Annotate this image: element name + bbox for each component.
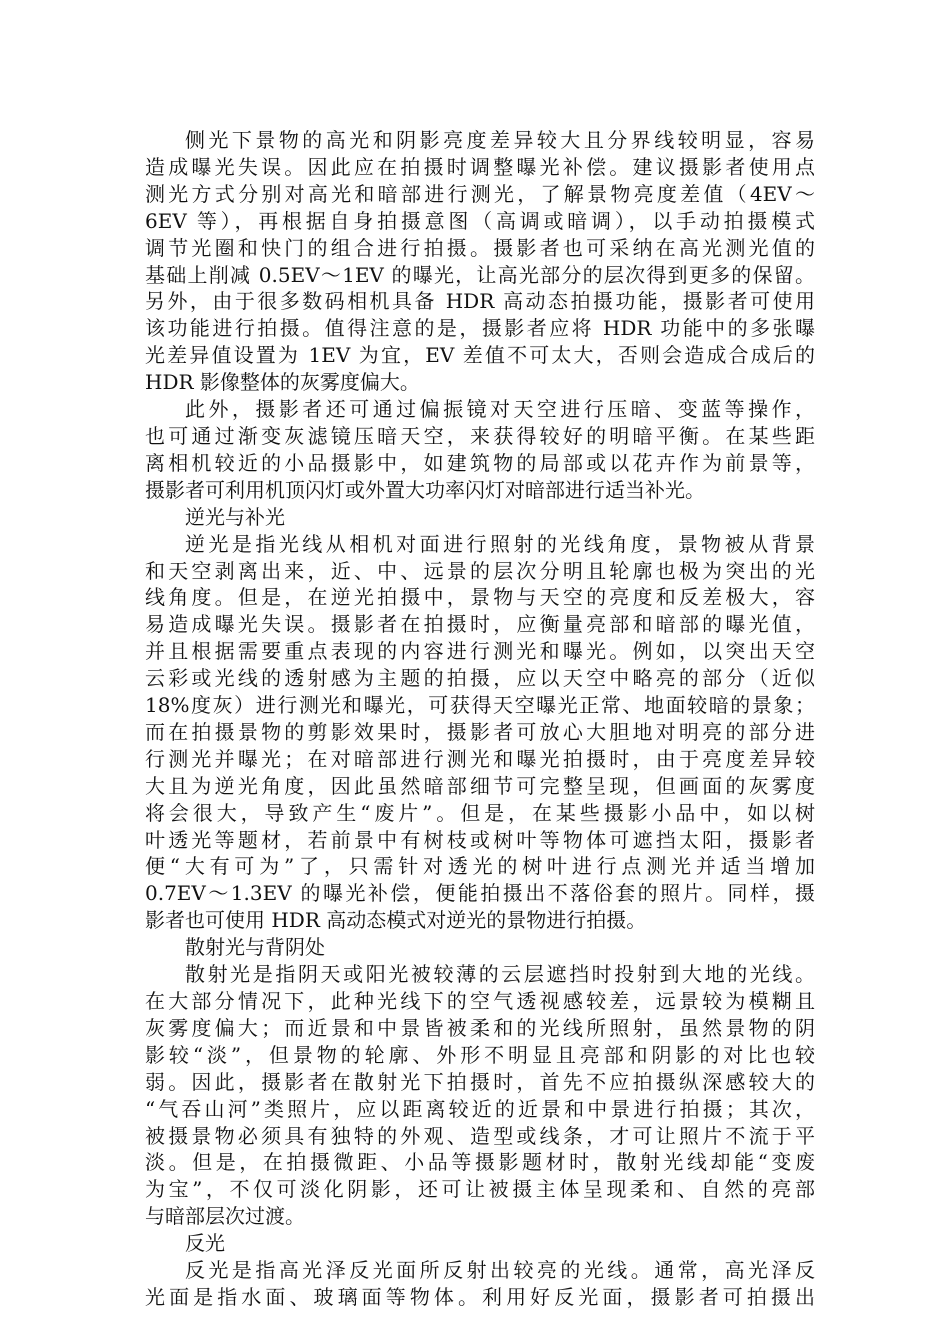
text-line: 影较“淡”，但景物的轮廓、外形不明显且亮部和阴影的对比也较 (145, 1042, 815, 1067)
text-line: 线角度。但是，在逆光拍摄中，景物与天空的亮度和反差极大，容 (145, 585, 815, 610)
text-line: HDR 影像整体的灰雾度偏大。 (145, 370, 420, 395)
text-line: 便“大有可为”了，只需针对透光的树叶进行点测光并适当增加 (145, 854, 815, 879)
text-line: 也可通过渐变灰滤镜压暗天空，来获得较好的明暗平衡。在某些距 (145, 423, 815, 448)
text-line: 行测光并曝光；在对暗部进行测光和曝光拍摄时，由于亮度差异较 (145, 746, 815, 771)
paragraph-diffuse-light (145, 961, 815, 1230)
paragraph-reflection (145, 1257, 815, 1311)
text-line: 光差异值设置为 1EV 为宜，EV 差值不可太大，否则会造成合成后的 (145, 343, 815, 368)
text-line: 云彩或光线的透射感为主题的拍摄，应以天空中略亮的部分（近似 (145, 666, 815, 691)
text-line: 被摄景物必须具有独特的外观、造型或线条，才可让照片不流于平 (145, 1123, 815, 1148)
section-heading: 反光 (185, 1231, 225, 1256)
text-line: 侧光下景物的高光和阴影亮度差异较大且分界线较明显，容易 (185, 128, 815, 152)
section-heading-diffuse (145, 934, 815, 961)
text-line: 叶透光等题材，若前景中有树枝或树叶等物体可遮挡太阳，摄影者 (145, 827, 815, 852)
text-line: 在大部分情况下，此种光线下的空气透视感较差，远景较为模糊且 (145, 989, 815, 1013)
text-line: 光面是指水面、玻璃面等物体。利用好反光面，摄影者可拍摄出 (145, 1284, 815, 1309)
paragraph-side-light (145, 127, 815, 396)
text-line: 为宝”，不仅可淡化阴影，还可让被摄主体呈现柔和、自然的亮部 (145, 1177, 815, 1202)
paragraph-backlight (145, 531, 815, 935)
text-line: 此外，摄影者还可通过偏振镜对天空进行压暗、变蓝等操作， (185, 397, 815, 422)
text-line: 6EV 等），再根据自身拍摄意图（高调或暗调），以手动拍摄模式 (145, 208, 815, 233)
text-line: 与暗部层次过渡。 (145, 1204, 305, 1229)
text-line: 弱。因此，摄影者在散射光下拍摄时，首先不应拍摄纵深感较大的 (145, 1069, 815, 1094)
text-line: 而在拍摄景物的剪影效果时，摄影者可放心大胆地对明亮的部分进 (145, 719, 815, 744)
text-line: 造成曝光失误。因此应在拍摄时调整曝光补偿。建议摄影者使用点 (145, 154, 815, 179)
text-line: “气吞山河”类照片，应以距离较近的近景和中景进行拍摄；其次， (145, 1096, 815, 1121)
text-line: 另外，由于很多数码相机具备 HDR 高动态拍摄功能，摄影者可使用 (145, 289, 815, 314)
section-heading: 逆光与补光 (185, 504, 285, 529)
text-line: 逆光是指光线从相机对面进行照射的光线角度，景物被从背景 (185, 531, 815, 556)
text-line: 灰雾度偏大；而近景和中景皆被柔和的光线所照射，虽然景物的阴 (145, 1015, 815, 1040)
text-line: 离相机较近的小品摄影中，如建筑物的局部或以花卉作为前景等， (145, 450, 815, 475)
text-line: 大且为逆光角度，因此虽然暗部细节可完整呈现，但画面的灰雾度 (145, 773, 815, 798)
document-page (145, 127, 815, 1311)
section-heading: 散射光与背阴处 (185, 935, 325, 960)
text-line: 散射光是指阴天或阳光被较薄的云层遮挡时投射到大地的光线。 (185, 962, 815, 987)
text-line: 并且根据需要重点表现的内容进行测光和曝光。例如，以突出天空 (145, 639, 815, 664)
text-line: 该功能进行拍摄。值得注意的是，摄影者应将 HDR 功能中的多张曝 (145, 316, 815, 341)
text-line: 基础上削减 0.5EV～1EV 的曝光，让高光部分的层次得到更多的保留。 (145, 262, 815, 287)
text-line: 影者也可使用 HDR 高动态模式对逆光的景物进行拍摄。 (145, 908, 647, 933)
section-heading-backlight (145, 504, 815, 531)
text-line: 和天空剥离出来，近、中、远景的层次分明且轮廓也极为突出的光 (145, 558, 815, 583)
text-line: 18%度灰）进行测光和曝光，可获得天空曝光正常、地面较暗的景象； (145, 693, 815, 718)
text-line: 反光是指高光泽反光面所反射出较亮的光线。通常，高光泽反 (185, 1258, 815, 1283)
text-line: 摄影者可利用机顶闪灯或外置大功率闪灯对暗部进行适当补光。 (145, 477, 705, 502)
text-line: 将会很大，导致产生“废片”。但是，在某些摄影小品中，如以树 (145, 800, 815, 825)
text-line: 0.7EV～1.3EV 的曝光补偿，便能拍摄出不落俗套的照片。同样，摄 (145, 881, 815, 906)
text-line: 调节光圈和快门的组合进行拍摄。摄影者也可采纳在高光测光值的 (145, 235, 815, 260)
paragraph-polarizer (145, 396, 815, 504)
text-line: 测光方式分别对高光和暗部进行测光，了解景物亮度差值（4EV～ (145, 181, 815, 206)
text-line: 淡。但是，在拍摄微距、小品等摄影题材时，散射光线却能“变废 (145, 1150, 815, 1175)
text-line: 易造成曝光失误。摄影者在拍摄时，应衡量亮部和暗部的曝光值， (145, 612, 815, 637)
section-heading-reflection (145, 1230, 815, 1257)
